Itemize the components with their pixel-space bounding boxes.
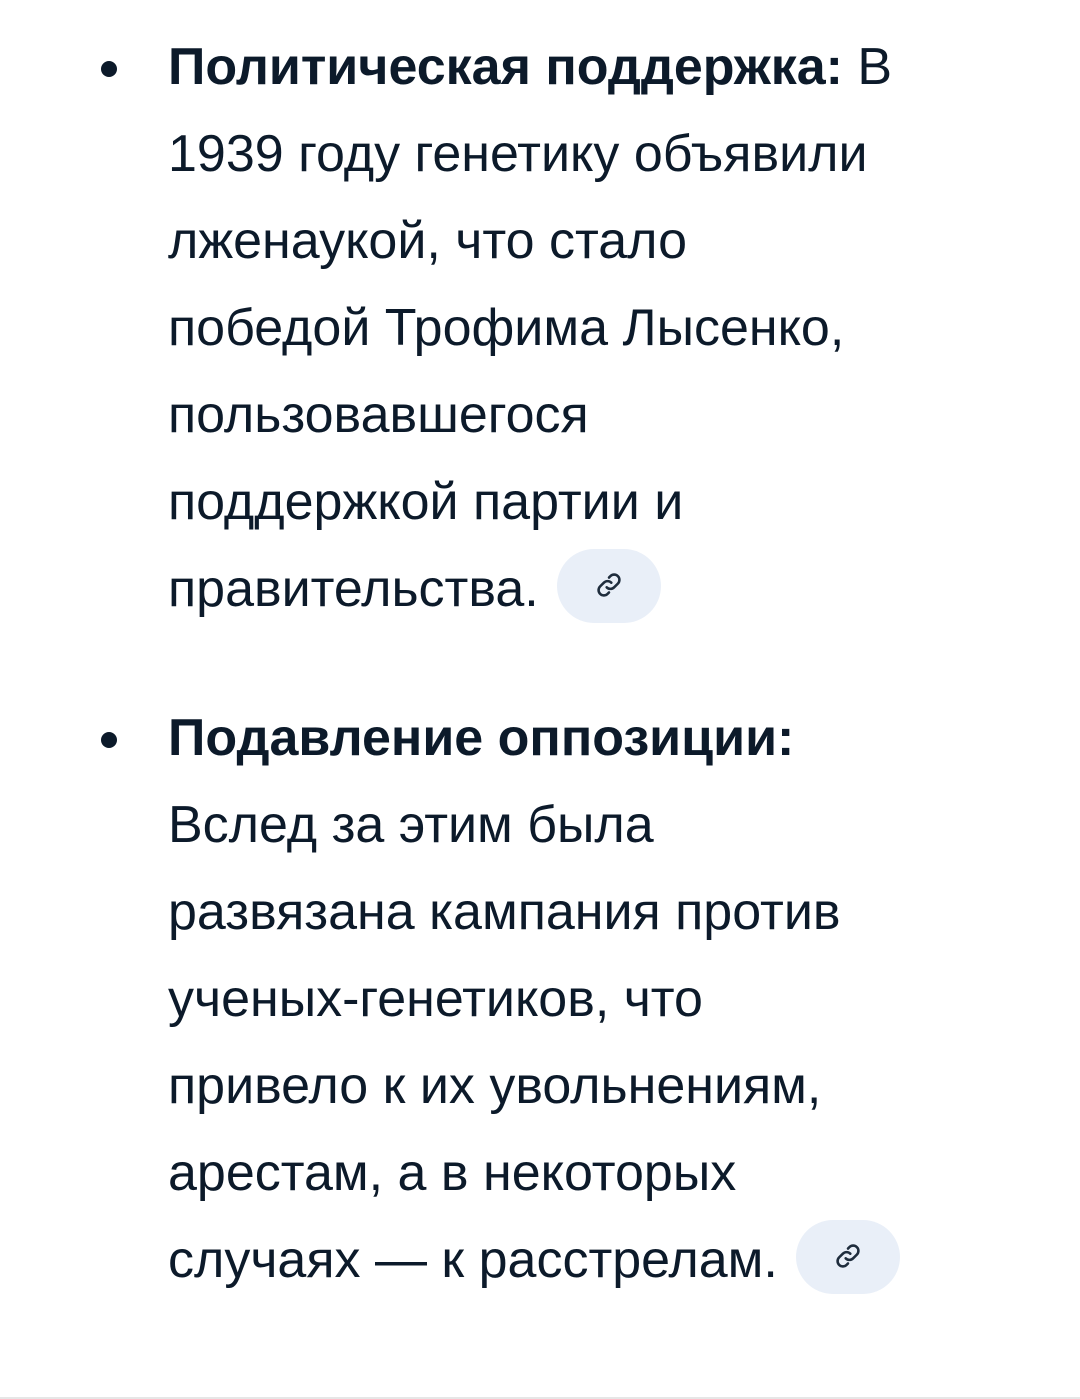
list-item-line: ученых-генетиков, что <box>168 970 703 1028</box>
citation-link-button[interactable] <box>796 1220 900 1294</box>
list-item-line: пользовавшегося <box>168 386 589 444</box>
list-item <box>0 695 1080 1304</box>
list-item-line: привело к их увольнениям, <box>168 1057 822 1115</box>
list-item-line: 1939 году генетику объявили <box>168 125 868 183</box>
bullet-dot <box>101 732 117 748</box>
list-item-lead: Политическая поддержка: <box>168 38 843 96</box>
bullet-dot <box>101 61 117 77</box>
list-item-text: В <box>842 38 893 96</box>
list-item-line: Вслед за этим была <box>168 796 654 854</box>
link-icon <box>834 1242 862 1270</box>
list-item-line: развязана кампания против <box>168 883 841 941</box>
list-item-text: случаях — к расстрелам. <box>168 1231 778 1289</box>
list-item-line: арестам, а в некоторых <box>168 1144 737 1202</box>
list-item <box>0 24 1080 633</box>
bullet-list <box>0 24 1080 1304</box>
list-item-line <box>168 546 1040 633</box>
list-item-line <box>168 1217 1040 1304</box>
list-item-line: победой Трофима Лысенко, <box>168 299 845 357</box>
list-item-line: поддержкой партии и <box>168 473 684 531</box>
list-item-lead: Подавление оппозиции: <box>168 709 795 767</box>
list-item-line: лженаукой, что стало <box>168 212 687 270</box>
citation-link-button[interactable] <box>557 549 661 623</box>
list-item-line <box>168 24 1040 111</box>
list-item-text: правительства. <box>168 560 539 618</box>
link-icon <box>595 571 623 599</box>
